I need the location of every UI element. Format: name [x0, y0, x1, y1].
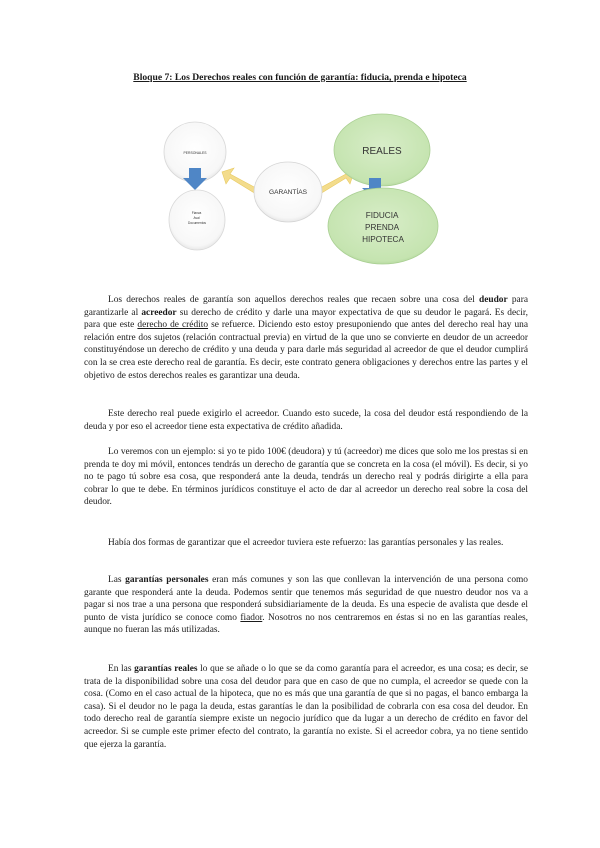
reales-label: REALES — [362, 146, 402, 157]
fiducia-text: FIDUCIA — [365, 211, 399, 220]
p5-text-c: eran más comunes y son las que conllevan la intervención de una persona como garante que responderá ante la deuda. Podemos sentir que tenemos más seguridad de que nuestro deudor nos va a pagar si nos trae a una persona que responderá subsidiariamente de la deuda. Es una especie de avalista que desde el punto de vista jurídico se conoce como — [84, 575, 528, 623]
p1-derecho-credito: derecho de crédito — [137, 320, 209, 331]
fianza-text: Fianza — [191, 211, 202, 215]
paragraph-6 — [84, 663, 528, 751]
p1-deudor: deudor — [478, 295, 508, 305]
prenda-text: PRENDA — [365, 223, 399, 232]
p5-fiador: fiador — [240, 612, 263, 623]
paragraph-1 — [84, 294, 528, 382]
aval-text: Aval — [193, 216, 200, 220]
p5-garantias-personales: garantías personales — [125, 575, 209, 585]
paragraph-2 — [84, 408, 528, 433]
p1-text-g: se refuerce. Diciendo esto estoy presuponiendo que antes del derecho real hay una relación entre dos sujetos (relación contractual previa) en virtud de la que uno se convierte en deudor de un acreedor constituyéndose un derecho de crédito y una deuda y para darle más seguridad al acreedor de que el deudor cumplirá con la se crea este derecho real de garantía. Es decir, este contrato genera obligaciones y derechos entre las partes y el objetivo de estos derechos reales es garantizar una deuda. — [84, 320, 528, 381]
page-title: Bloque 7: Los Derechos reales con función de garantía: fiducia, prenda e hipoteca — [133, 72, 467, 83]
left-yellow-arrow — [222, 168, 256, 194]
personales-label: PERSONALES — [183, 151, 207, 155]
paragraph-5 — [84, 574, 528, 637]
hipoteca-text: HIPOTECA — [362, 235, 404, 244]
p2-text: Este derecho real puede exigirlo el acreedor. Cuando esto sucede, la cosa del deudor está respondiendo de la deuda y por eso el acreedor tiene esta expectativa de crédito añadida. — [84, 409, 528, 432]
svg-text:FIDUCIA PRENDA HIPOTEC — [362, 211, 404, 244]
guarantees-diagram — [160, 108, 450, 268]
p5-text-e: . Nosotros no nos centraremos en éstas si no en las garantías reales, aunque no fueran las más utilizadas. — [84, 612, 528, 636]
personales-examples-circle — [169, 190, 225, 250]
p6-text-c: lo que se añade o lo que se da como garantía para el acreedor, es una cosa; es decir, se trata de la disponibilidad sobre una cosa del deudor para que en caso de que no cumpla, el acreedor se quede con la cosa. (Como en el caso actual de la hipoteca, que no es más que una garantía de que si no pagas, el banco embarga la casa). Si el deudor no le paga la deuda, estas garantías le dan la posibilidad de cobrarla con esa cosa del deudor. En todo derecho real de garantía siempre existe un negocio jurídico que da lugar a un derecho de crédito en favor del acreedor. Si se cumple este primer efecto del contrato, la garantía no existe. Si el acreedor cobra, ya no tiene sentido que ejerza la garantía. — [84, 664, 528, 750]
p3-text: Lo veremos con un ejemplo: si yo te pido 100€ (deudora) y tú (acreedor) me dices que solo me los prestas si en prenda te doy mi móvil, entonces tendrás un derecho de garantía que se concreta en la cosa (el móvil). Es decir, si yo no te pago tú sobre esa cosa, que responderá ante la deuda, tendrás un derecho real y podrás dirigirte a ella para cobrar lo que te debe. En términos jurídicos constituye el acto de dar al acreedor un derecho real sobre la cosa del deudor. — [84, 447, 528, 508]
documentos-text: Documentos — [188, 221, 206, 225]
paragraph-4 — [84, 537, 528, 550]
p6-garantias-reales: garantías reales — [134, 664, 198, 674]
paragraph-3 — [84, 446, 528, 509]
p1-text-a: Los derechos reales de garantía son aquellos derechos reales que recaen sobre una cosa del — [108, 295, 479, 305]
p5-text-a: Las — [108, 575, 126, 585]
p1-text-c: para garantizarle al — [84, 295, 528, 318]
p1-acreedor: acreedor — [141, 307, 177, 318]
p4-text: Había dos formas de garantizar que el acreedor tuviera este refuerzo: las garantías personales y las reales. — [108, 538, 504, 548]
p1-text-e: su derecho de crédito y darle una mayor expectativa de que su deudor le pagará. Es decir, para que este — [84, 307, 528, 331]
p6-text-a: En las — [108, 664, 135, 674]
garantias-label: GARANTÍAS — [268, 189, 308, 196]
